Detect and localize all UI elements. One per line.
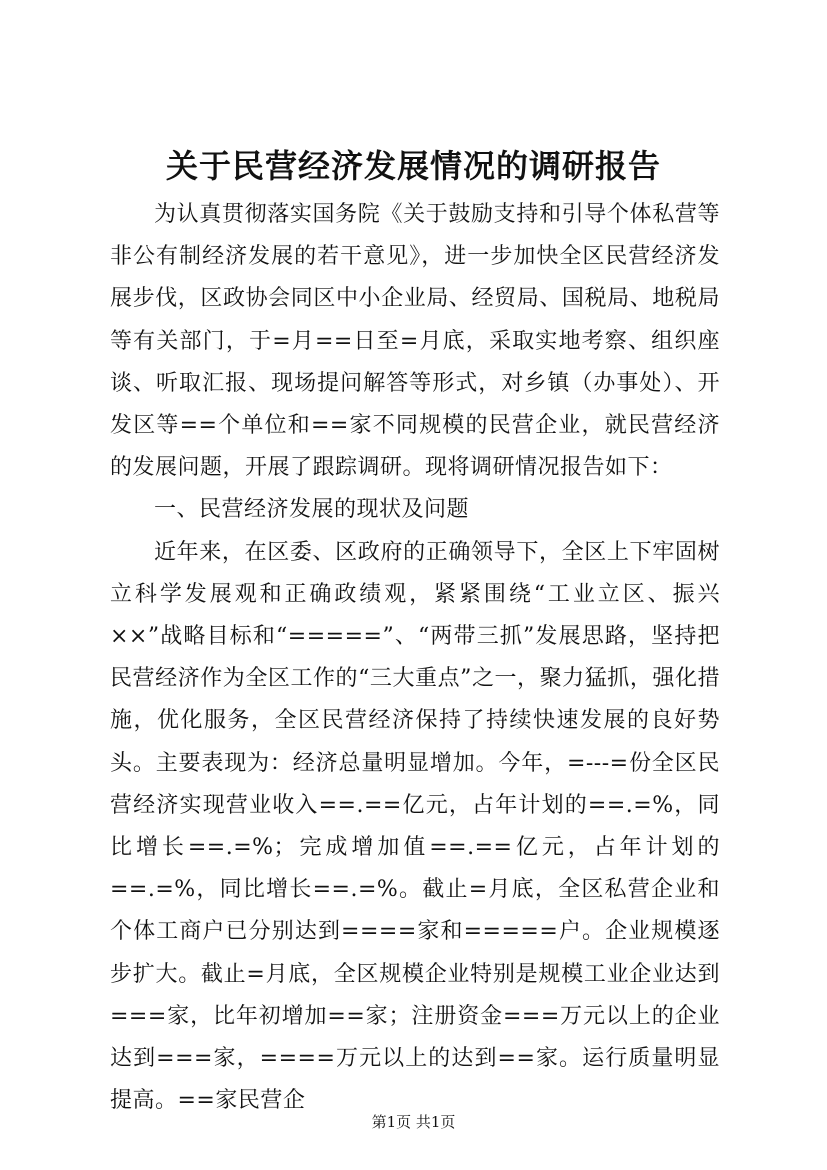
document-title: 关于民营经济发展情况的调研报告 — [165, 147, 661, 185]
paragraph-status: 近年来，在区委、区政府的正确领导下，全区上下牢固树立科学发展观和正确政绩观，紧紧围绕“工业立区、振兴××”战略目标和“=====”、“两带三抓”发展思路，坚持把民营经济作为全区工作的“三大重点”之一，聚力猛抓，强化措施，优化服务，全区民营经济保持了持续快速发展的良好势头。主要表现为：经济总量明显增加。今年，=---=份全区民营经济实现营业收入==.==亿元，占年计划的==.=%，同比增长==.=%；完成增加值==.==亿元，占年计划的==.=%，同比增长==.=%。截止=月底，全区私营企业和个体工商户已分别达到====家和=====户。企业规模逐步扩大。截止=月底，全区规模企业特别是规模工业企业达到===家，比年初增加==家；注册资金===万元以上的企业达到===家，====万元以上的达到==家。运行质量明显提高。==家民营企 — [110, 539, 720, 1114]
paragraph-intro: 为认真贯彻落实国务院《关于鼓励支持和引导个体私营等非公有制经济发展的若干意见》，进一步加快全区民营经济发展步伐，区政协会同区中小企业局、经贸局、国税局、地税局等有关部门，于=月==日至=月底，采取实地考察、组织座谈、听取汇报、现场提问解答等形式，对乡镇（办事处）、开发区等==个单位和==家不同规模的民营企业，就民营经济的发展问题，开展了跟踪调研。现将调研情况报告如下： — [110, 202, 720, 481]
section-heading: 一、民营经济发展的现状及问题 — [154, 497, 470, 523]
page-footer: 第1页 共1页 — [371, 1113, 456, 1131]
document-body — [110, 194, 720, 1122]
